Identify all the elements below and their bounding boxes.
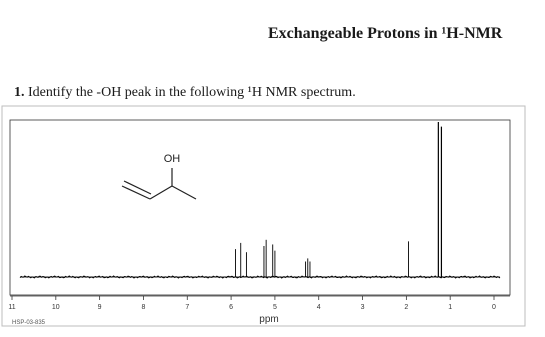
figure-frame	[2, 106, 525, 326]
x-axis-label: ppm	[259, 314, 279, 325]
x-tick-label-4: 4	[316, 304, 321, 311]
x-tick-label-6: 6	[229, 304, 234, 311]
x-tick-label-10: 10	[51, 304, 60, 311]
x-tick-label-2: 2	[404, 304, 409, 311]
x-tick-label-11: 11	[8, 304, 16, 311]
hydroxyl-label: OH	[163, 153, 181, 165]
x-tick-label-3: 3	[360, 304, 365, 311]
question-body: Identify the -OH peak in the following ¹H NMR spectrum.	[28, 85, 356, 100]
question-number: 1.	[14, 85, 25, 100]
source-label: HSP-03-835	[12, 320, 46, 326]
x-tick-label-7: 7	[185, 304, 190, 311]
x-tick-label-1: 1	[448, 304, 453, 311]
x-tick-label-0: 0	[492, 304, 496, 311]
x-tick-label-5: 5	[272, 304, 277, 311]
page-title: Exchangeable Protons in ¹H-NMR	[268, 25, 503, 42]
x-tick-label-9: 9	[97, 304, 102, 311]
x-tick-label-8: 8	[141, 304, 146, 311]
